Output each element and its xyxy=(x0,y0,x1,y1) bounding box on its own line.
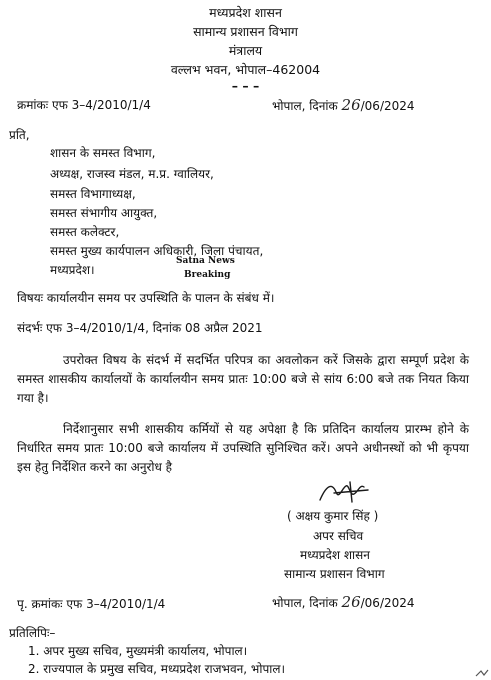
signatory-designation: अपर सचिव xyxy=(313,529,364,543)
signatory-govt: मध्यप्रदेश शासन xyxy=(300,548,370,562)
reference-line: संदर्भः एफ 3–4/2010/1/4, दिनांक 08 अप्रैल 2021 xyxy=(17,321,263,335)
endorsement-date xyxy=(272,594,415,611)
endorsement-date-suffix: /06/2024 xyxy=(360,596,415,610)
signature-mark xyxy=(316,478,376,508)
date-day-handwritten: 26 xyxy=(341,96,361,114)
addressee-line: समस्त मुख्य कार्यपालन अधिकारी, जिला पंचायत, xyxy=(50,244,264,258)
addressee-line: समस्त कलेक्टर, xyxy=(50,225,120,239)
body-paragraph-2-text: निर्देशानुसार सभी शासकीय कर्मियों से यह अपेक्षा है कि प्रतिदिन कार्यालय प्रारम्भ होने के निर्धारित समय प्रातः 10:00 बजे कार्यालय में उपस्थिति सुनिश्चित करें। अपने अधीनस्थों को भी कृपया इस हेतु निर्देशित करने का अनुरोध है xyxy=(17,422,469,474)
date-prefix: भोपाल, दिनांक xyxy=(272,99,338,113)
endorsement-day-handwritten: 26 xyxy=(341,593,361,611)
endorsement-number: पृ. क्रमांकः एफ 3–4/2010/1/4 xyxy=(17,597,166,611)
watermark-line2: Breaking xyxy=(184,270,231,280)
body-paragraph-2 xyxy=(17,420,469,477)
header-department: सामान्य प्रशासन विभाग xyxy=(193,24,298,39)
addressee-line: समस्त संभागीय आयुक्त, xyxy=(50,206,158,220)
addressee-line: अध्यक्ष, राजस्व मंडल, म.प्र. ग्वालियर, xyxy=(50,167,214,181)
header-govt: मध्यप्रदेश शासन xyxy=(209,5,282,20)
addressee-line: मध्यप्रदेश। xyxy=(50,263,95,277)
header-address: वल्लभ भवन, भोपाल–462004 xyxy=(170,62,321,77)
letter-number: क्रमांकः एफ 3–4/2010/1/4 xyxy=(17,98,151,112)
signatory-name: ( अक्षय कुमार सिंह ) xyxy=(287,509,379,523)
addressee-line: समस्त विभागाध्यक्ष, xyxy=(50,187,136,201)
copy-to-item: 1. अपर मुख्य सचिव, मुख्यमंत्री कार्यालय, भोपाल। xyxy=(28,644,248,658)
addressee-to: प्रति, xyxy=(9,128,30,142)
header-dashes: – – – xyxy=(231,78,260,93)
endorsement-date-prefix: भोपाल, दिनांक xyxy=(272,596,338,610)
watermark-line1: Satna News xyxy=(176,256,235,266)
copy-to-label: प्रतिलिपिः– xyxy=(9,626,56,640)
body-paragraph-1-text: उपरोक्त विषय के संदर्भ में सदर्भित परिपत्र का अवलोकन करें जिसके द्वारा सम्पूर्ण प्रदेश के समस्त शासकीय कार्यालयों के कार्यालयीन समय प्रातः 10:00 बजे से सांय 6:00 बजे तक नियत किया गया है। xyxy=(17,353,469,405)
corner-mark-icon xyxy=(475,668,489,678)
body-paragraph-1 xyxy=(17,351,469,408)
letter-date xyxy=(272,97,415,114)
date-suffix: /06/2024 xyxy=(360,99,415,113)
addressee-line: शासन के समस्त विभाग, xyxy=(50,146,156,160)
signatory-department: सामान्य प्रशासन विभाग xyxy=(284,567,385,581)
subject-line: विषयः कार्यालयीन समय पर उपस्थिति के पालन के संबंध में। xyxy=(17,291,275,305)
header-ministry: मंत्रालय xyxy=(228,43,263,58)
copy-to-item: 2. राज्यपाल के प्रमुख सचिव, मध्यप्रदेश राजभवन, भोपाल। xyxy=(28,662,286,676)
